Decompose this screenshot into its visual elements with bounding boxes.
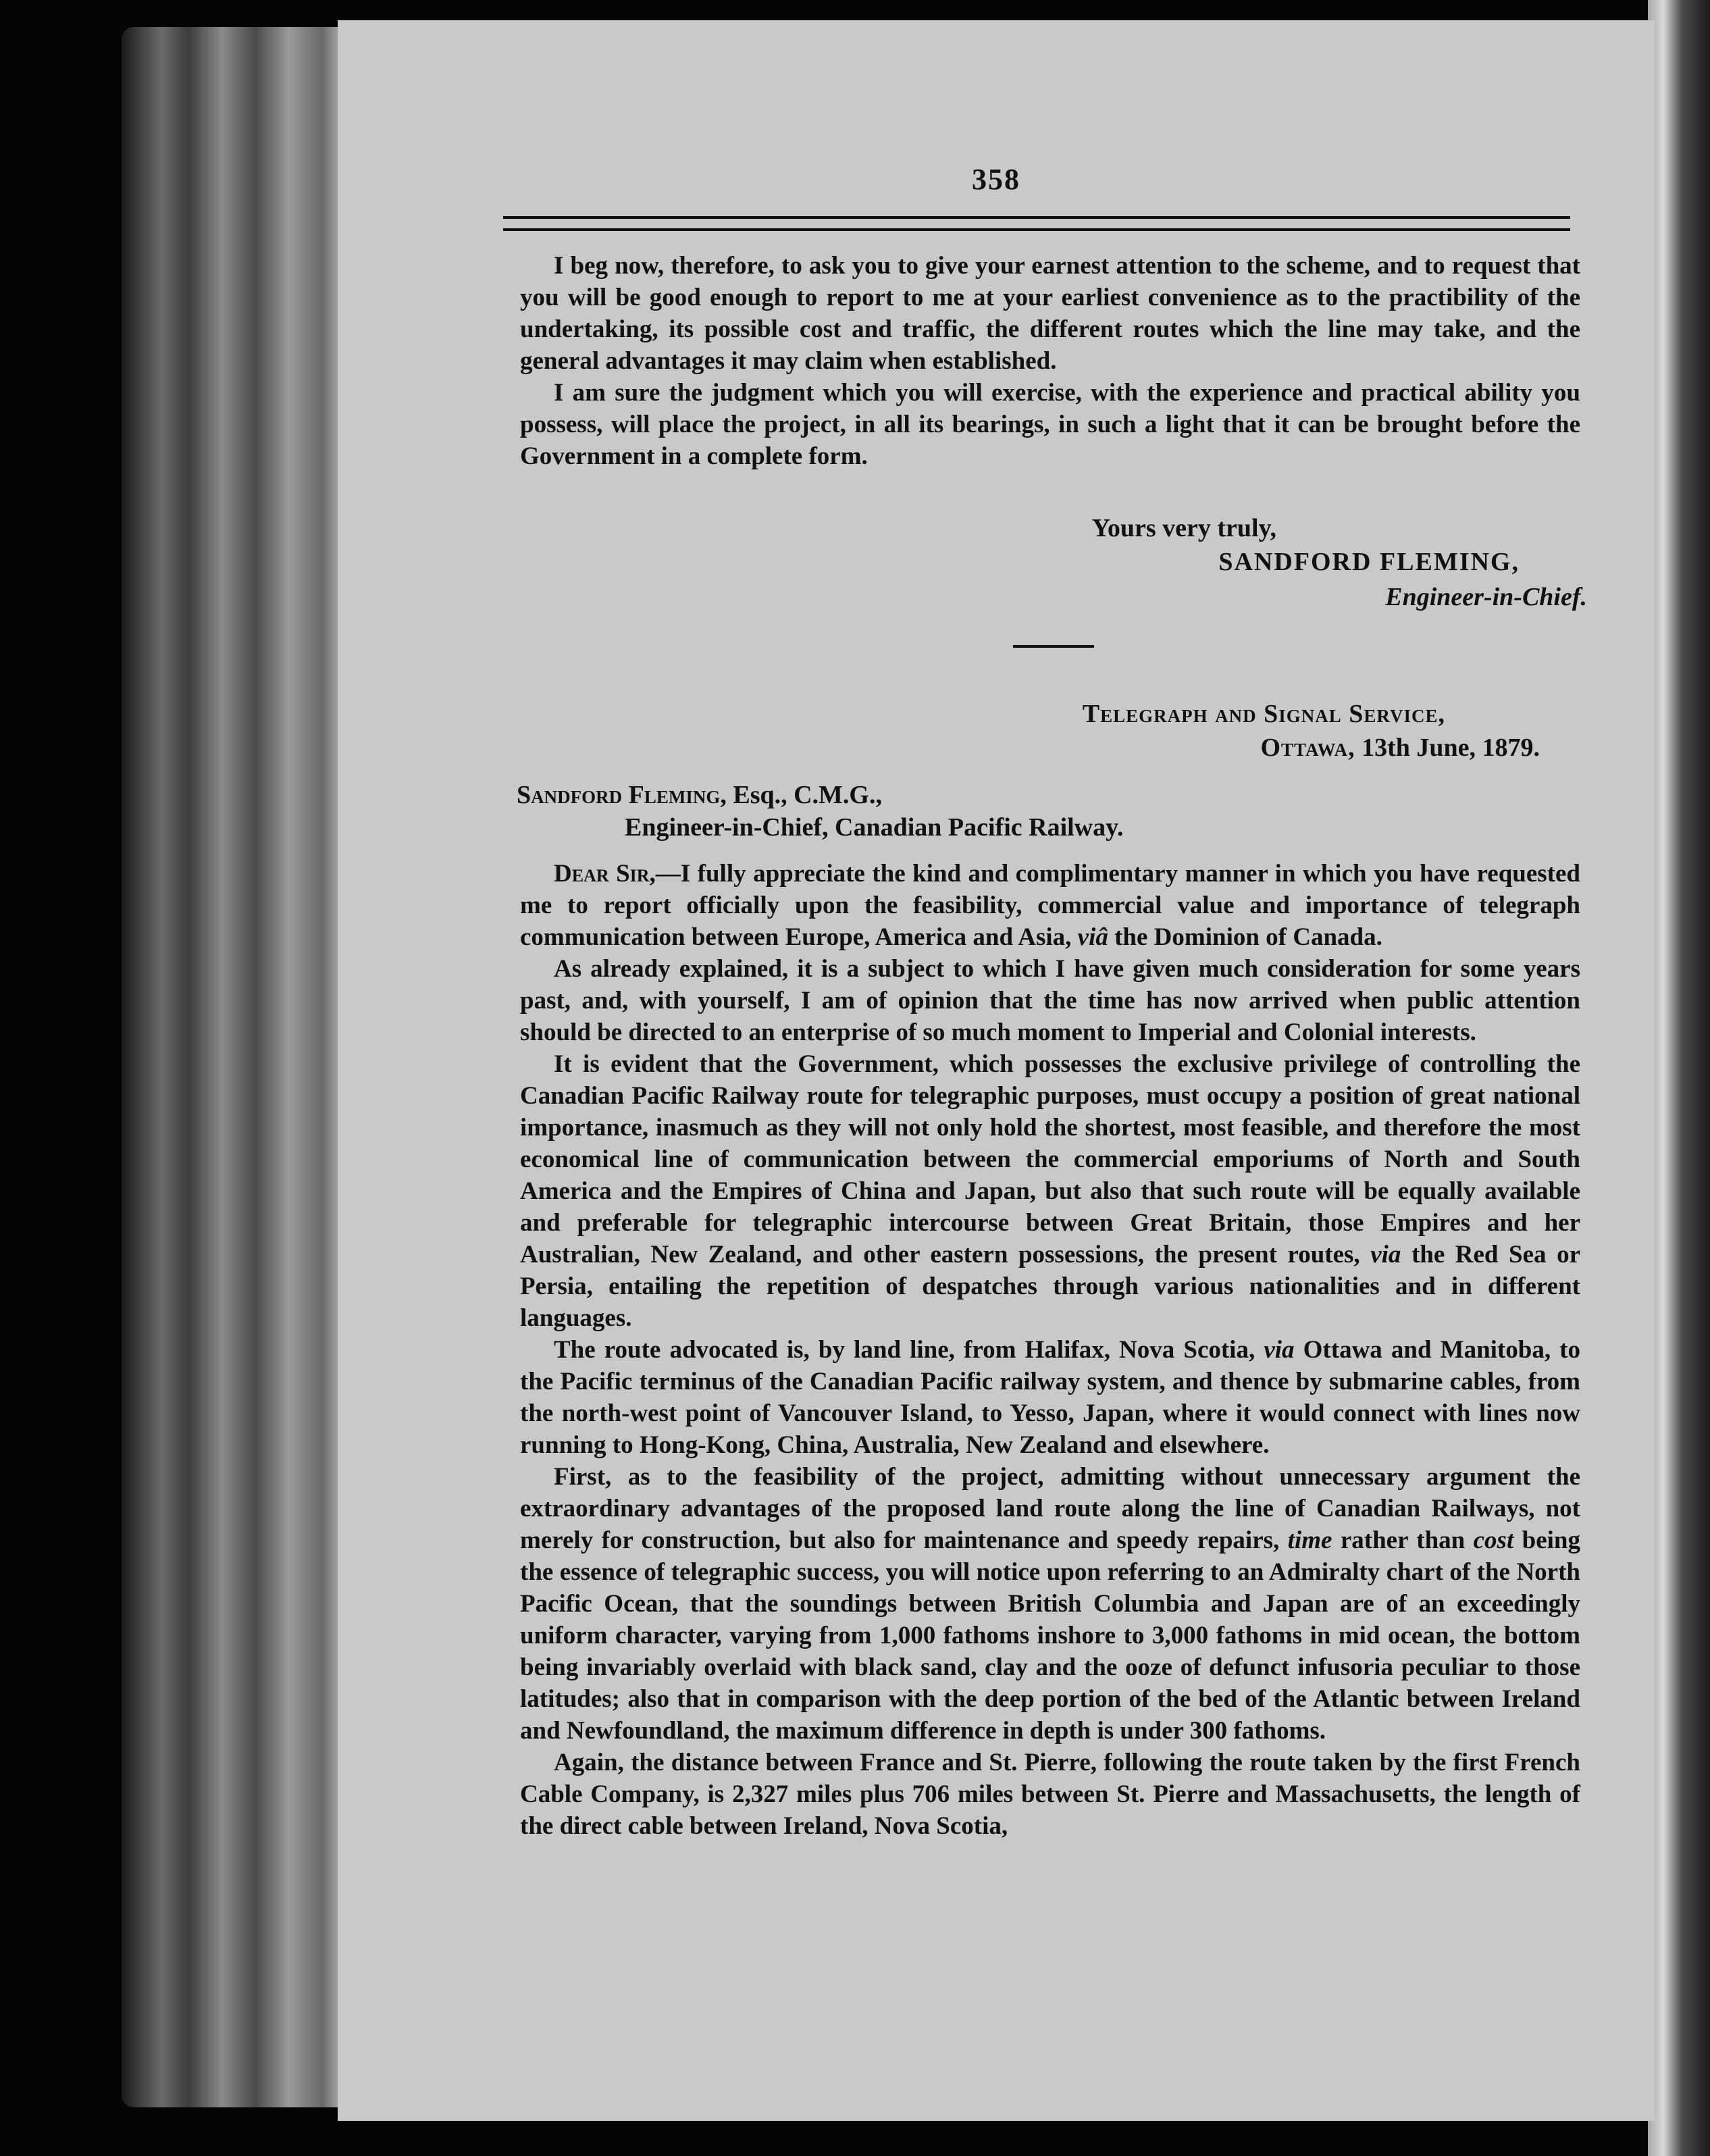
header-double-rule <box>503 216 1570 231</box>
document-page <box>338 20 1655 2121</box>
intro-text <box>520 250 1580 472</box>
book-page-edges <box>122 27 344 2107</box>
body-paragraph-6: Again, the distance between France and St. Pierre, following the route taken by the first French Cable Company, is 2,327 miles plus 706 miles between St. Pierre and Massachusetts, the length of the direct cable between Ireland, Nova Scotia, <box>520 1749 1580 1840</box>
letterhead-organization: Telegraph and Signal Service, <box>1082 700 1445 728</box>
addressee-title: Engineer-in-Chief, Canadian Pacific Railway. <box>625 813 1124 842</box>
addressee-suffix: Esq., C.M.G., <box>733 781 882 809</box>
signer-title: Engineer-in-Chief. <box>1385 583 1587 611</box>
body-paragraph-3: It is evident that the Government, which possesses the exclusive privilege of controlling the Canadian Pacific Railway route for telegraphic purposes, must occupy a position of great national importance, inasmuch as they will not only hold the shortest, most feasible, and therefore the most economical line of communication between the commercial emporiums of North and South America and the Empires of China and Japan, but also that such route will be equally available and preferable for telegraphic intercourse between Great Britain, those Empires and her Australian, New Zealand, and other eastern possessions, the present routes, via the Red Sea or Persia, entailing the repetition of despatches through various nationalities and in different languages. <box>520 1050 1580 1332</box>
letterhead-date: 13th June, 1879. <box>1362 734 1540 762</box>
letterhead-city: Ottawa, <box>1260 734 1355 762</box>
addressee-line <box>517 780 882 810</box>
addressee-name: Sandford Fleming, <box>517 781 727 809</box>
page-number: 358 <box>972 163 1020 196</box>
book-spine-edge <box>1648 0 1710 2156</box>
letter-body <box>520 858 1580 1842</box>
signer-name: SANDFORD FLEMING, <box>1218 548 1520 576</box>
salutation: Dear Sir, <box>554 860 656 888</box>
letter-closing: Yours very truly, <box>1091 514 1276 542</box>
body-paragraph-4: The route advocated is, by land line, from Halifax, Nova Scotia, via Ottawa and Manitoba, to the Pacific terminus of the Canadian Pacific railway system, and thence by submarine cables, from the north-west point of Vancouver Island, to Yesso, Japan, where it would connect with lines now running to Hong-Kong, China, Australia, New Zealand and elsewhere. <box>520 1336 1580 1459</box>
body-paragraph-2: As already explained, it is a subject to which I have given much consideration for some years past, and, with yourself, I am of opinion that the time has now arrived when public attention should be directed to an enterprise of so much moment to Imperial and Colonial interests. <box>520 955 1580 1046</box>
intro-paragraph-1: I beg now, therefore, to ask you to give your earnest attention to the scheme, and to request that you will be good enough to report to me at your earliest convenience as to the practibility of the undertaking, its possible cost and traffic, the different routes which the line may take, and the general advantages it may claim when established. <box>520 252 1580 375</box>
body-paragraph-5: First, as to the feasibility of the project, admitting without unnecessary argument the extraordinary advantages of the proposed land route along the line of Canadian Railways, not merely for construction, but also for maintenance and speedy repairs, time rather than cost being the essence of telegraphic success, you will notice upon referring to an Admiralty chart of the North Pacific Ocean, that the soundings between British Columbia and Japan are of an exceedingly uniform character, varying from 1,000 fathoms inshore to 3,000 fathoms in mid ocean, the bottom being invariably overlaid with black sand, clay and the ooze of defunct infusoria peculiar to those latitudes; also that in comparison with the deep portion of the bed of the Atlantic between Ireland and Newfoundland, the maximum difference in depth is under 300 fathoms. <box>520 1463 1580 1745</box>
body-paragraph-1: Dear Sir,—I fully appreciate the kind and complimentary manner in which you have requested me to report officially upon the feasibility, commercial value and importance of telegraph communication between Europe, America and Asia, viâ the Dominion of Canada. <box>520 860 1580 951</box>
letterhead-place-date <box>1260 733 1540 763</box>
intro-paragraph-2: I am sure the judgment which you will exercise, with the experience and practical ability you possess, will place the project, in all its bearings, in such a light that it can be brought before the Government in a complete form. <box>520 379 1580 470</box>
section-divider <box>1013 645 1094 648</box>
